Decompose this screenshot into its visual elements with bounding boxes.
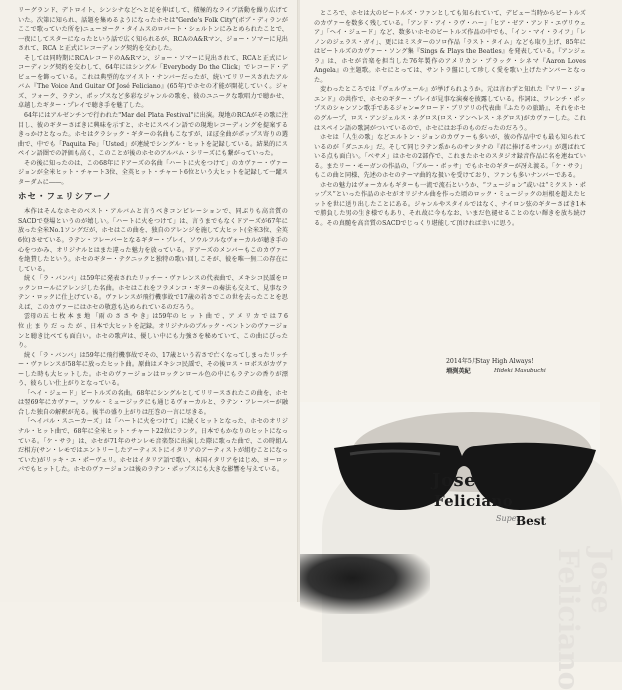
left-paragraph-4: その後に知ったのは、この68年にドアーズの名曲「ハートに火をつけて」のカヴァー・ヴァージョンが全米ヒット・チャート3位、全英ヒット・チャート6位という大ヒットを記録して一躍スターダムに――。 — [18, 159, 288, 186]
left-paragraph-7: 雲母の五 七 枚 本 ま 地 「雨 の さ さ や き」は59年の ヒ ッ ト 曲 で 、ア メ リ カ で は 7 6 位 止 ま り だ っ た が 、日本で大ヒットを記録。オリジナルのブルック・ベントンのヴァージョンと聴き比べても面白い。ホセの歌声は、優しい中にも力強さを秘めていて、この曲にぴったり。 — [18, 313, 288, 350]
cover-subtitle-super: Super — [496, 514, 521, 523]
cover-ghost-text: Jose Feliciano — [552, 548, 618, 690]
right-paragraph-3: ホセは「人生の歌」などエルトン・ジョンのカヴァーも多いが、彼の作品中でも最も知られているのが「ダニエル」だ。そして同じラテン系からのサンタナの『君に捧げるサンバ』が選ばれている点も面白い。「ベサメ」はホセの2部作で、これまたホセのスタジオ録音作品に名を連ねている。またリー・モーガンの作品の、「ブルー・ボッサ」でもホセのギターが冴え渡る。「ケ・サラ」もこの曲と同様、先述のホセのテーマ曲的な扱いを受けており、ファンも多いナンバーである。 — [314, 134, 586, 180]
section-title: ホセ・フェリシアーノ — [18, 192, 113, 203]
right-paragraph-1: ところで、ホセは大のビートルズ・ファンとしても知られていて、デビュー当時からビートルズのカヴァーを数多く残している。「アンド・アイ・ラヴ・ハー」「ヒア・ゼア・アンド・エヴリウェア」「ヘイ・ジュード」など、数多いホセのビートルズ作品の中でも、「イン・マイ・ライフ」「レノンのジェラス・ガイ」、更にはミスターのソロ作品「ラスト・タイム」なども取り上げ、85年にはビートルズのカヴァー・ソング集『Sings & Plays the Beatles』を発表している。『アンジェラ』は、ホセが音楽を担当した76年製作のアメリカン・ブラック・シネマ『Aaron Loves Angela』の主題歌。ホセにとっては、サントラ盤にして珍しく愛を歌い上げたナンバーとなった。 — [314, 10, 586, 84]
right-paragraph-2: 変わったところでは『ヴェルヴェール』が挙げられようか。元は言わずと知れた『マリー・ジョエンド』の共作で、ホセのギター・プレイが見事な演奏を披露している。作詞は、フレンチ・ポップスのシャンソン歌手であるジャン=クロード・ブリアリの代表曲『ふたりの旅路』、それをホセのグループ、ロス・アンジェルス・ネグロス(ロス・アンヘレス・ネグロス)がカヴァーした。これはスペイン語の歌詞がついているので、ホセにはお手のものだったのだろう。 — [314, 86, 586, 132]
left-paragraph-10: 「ヘイバル・スニーカーズ」は「ハートに火をつけて」に続くヒットとなった、ホセのオリジナル・ヒット曲で、68年に全米ヒット・チャート22位にランク。日本でもかなりのヒットになっている。「ケ・サラ」は、ホセが71年のサンレモ音楽祭に出演した際に歌った曲で、この時組んだ相方(サン・レモではエントリーしたアーティストにイタリアのアーティストが組むことになっていた)がリッキ・エ・ポーヴェリ。ホセはイタリア語で歌い、本国イタリアをはじめ、ヨーロッパでもヒットした。ホセのヴァージョンは後のラテン・ポップスにも大きな影響を与えている。 — [18, 418, 288, 474]
right-text-column — [314, 9, 586, 229]
left-paragraph-9: 「ヘイ・ジュード」ビートルズの名曲。68年にシングルとしてリリースされたこの曲を、ホセは翌69年にカヴァー。ソウル・ミュージックにも通じるヴォーカルと、ラテン・フレーバーが融合した独自の解釈が光る。後半の盛り上がりは圧巻の一言に尽きる。 — [18, 389, 288, 416]
signature-date: 2014年5月 — [446, 358, 479, 365]
left-paragraph-3: 64年にはアルゼンチンで行われた"Mar del Plata Festival"に出演。現地のRCAがその歌に注目し、彼のギターさばきに興味を示すと、ホセにスペイン語での現地レコーディングを提案するきっかけとなった。ホセはクラシック・ギターの名曲もこなすが、ほぼ全曲がポップス寄りの選曲で、中でも「Paquita Fe」「Usted」が連続でシングル・ヒットを記録している。結果的にスペイン語圏での評価も高く、このことが後のホセのアルバム・シリーズにも繋がっていった。 — [18, 112, 288, 158]
left-paragraph-5: 本作はそんなホセのベスト・アルバムと言うべきコンピレーションで、同ぶりも高音質のSACDで登場というのが嬉しい。「ハートに火をつけて」は、言うまでもなくドアーズが67年に放った全米No.1ソングだが、ホセはこの曲を、独自のアレンジを施して大ヒット(全米3位、全英6位)させている。ラテン・フレーバーとなるギター・プレイ、ソウルフルなヴォーカルが聴き手の心をつかみ、オリジナルとはまた違った魅力を放っている。ドアーズのメンバーもこのカヴァーを絶賛したという。ホセのギター・テクニックと独特の歌い回しこそが、彼を唯一無二の存在にしている。 — [18, 208, 288, 273]
right-paragraph-4: ホセの魅力はヴォーカルもギターも一流で流石というか、“フュージョン”或いは“ミクスト・ポップス”といった作品のホセがオリジナル曲を作った頃のロック・ミュージックの垣根を超えたヒットを世に送り出したことにある。ジャンルやスタイルではなく、ナイロン弦のギターさばき1本で勝負した男の生き様でもあり、それ故に今もなお、いまだ色褪せることのない輝きを放ち続ける。その真髄を高音質のSACDでじっくり堪能して頂ければ幸いに思う。 — [314, 181, 586, 228]
left-page — [0, 0, 298, 602]
left-paragraph-intro: リーグランド、デトロイト、シンシナなどへと足を伸ばして、積極的なライブ活動を繰り広げていた。次第に知られ、話題を集めるようになったホセは"Gerde's Folk City"(ボブ・ディランがここで歌っていた所を)ニューヨーク・タイムスのロバート・シェルトンにみとめられたことで、一夜にしてスターになったという話で広く知られるが、RCAのA&Rマン、ジョー・ソマーに見出されて、RCA と正式にレコーディング契約を交わした。 — [18, 7, 288, 53]
signature-dedication: Stay High Always! — [476, 358, 534, 365]
left-text-column — [18, 6, 288, 475]
signature-author-roman: Hideki Masubuchi — [494, 368, 546, 374]
left-paragraph-6: 続く「ラ・バンバ」は59年に発表されたリッチー・ヴァレンスの代表曲で、メキシコ民謡をロックンロールにアレンジした名曲。ホセはこれをフラメンコ・ギターの奏法も交えて、見事なラテン・ロックに仕上げている。ヴァレンスが飛行機事故で17歳の若さでこの世を去ったことを思えば、このカヴァーにはホセの敬意も込められているのだろう。 — [18, 275, 288, 311]
cover-title-feliciano: Feliciano — [434, 492, 513, 510]
cover-title-best: Best — [516, 514, 547, 528]
left-paragraph-8: 続く「ラ・バンバ」は59年に飛行機事故でその、17歳という若さで亡くなってしまったリッチー・ヴァレンスが58年に放ったヒット曲。原曲はメキシコ民謡で、その後ロス・ロボスがカヴァーした時も大ヒットした。ホセのヴァージョンはロックンロール色の中にもラテンの香りが漂う、彼らしい仕上がりとなっている。 — [18, 351, 288, 388]
cover-title-jose: Jose — [432, 470, 477, 491]
signature-author: 増渕英紀 — [446, 368, 471, 375]
cover-artwork — [300, 402, 618, 690]
left-paragraph-2: そしては同時期にRCAレコードのA&Rマン、ジョー・ソマーに見出されて、RCAと正式にレコーディング契約を交わして、64年にはシングル「Everybody Do the Click」でレコード・デビューを飾っている。これは典型的なツイスト・ナンバーだったが、続いてリリースされたアルバム『The Voice And Guitar Of José Feliciano』(65年)でホセの才能が開花していく。ジャズ、フォーク、ラテン、ポップスなど多彩なジャンルの歌を、彼のユニークな歌唱力で聴かせ、卓越したギター・プレイで聴き手を魅了した。 — [18, 54, 288, 110]
beard-shadow — [300, 554, 430, 614]
